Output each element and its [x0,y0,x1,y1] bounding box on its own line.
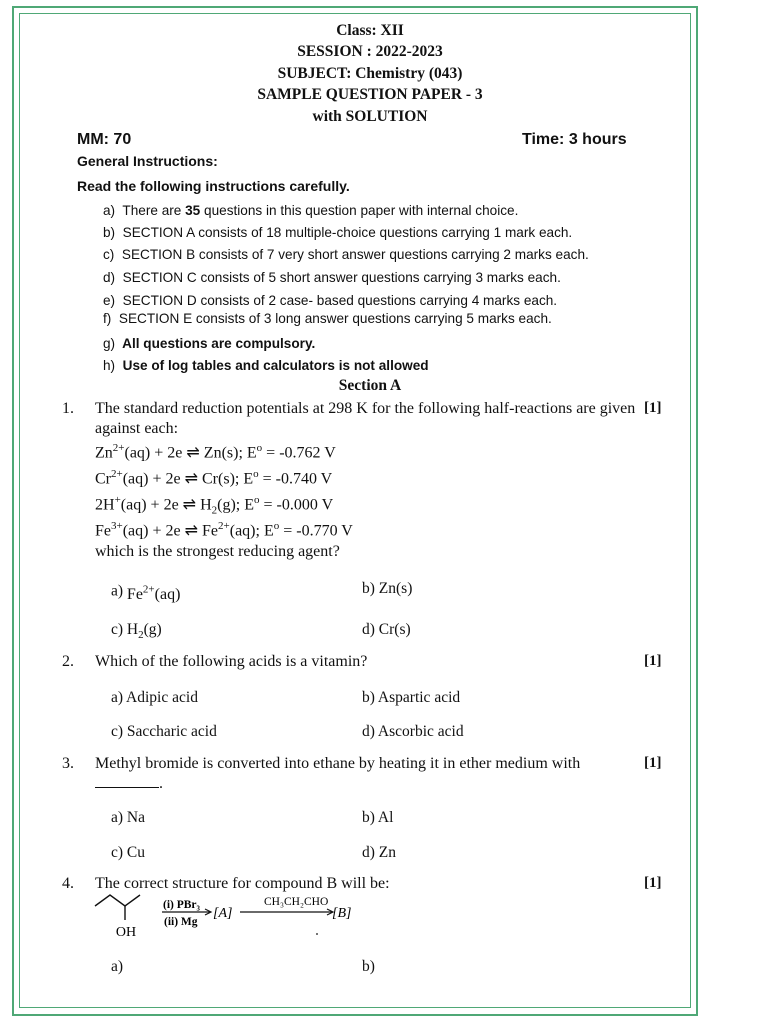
product-b: [B] [332,906,352,921]
half-reaction: $Fe^{3+}(aq) + 2e$ ⇌ $Fe^{2+}(aq)$; $E^o = -0.770$ V [95,520,353,540]
header-subject: SUBJECT: Chemistry (043) [277,65,463,82]
option-d[interactable]: d) Ascorbic acid [362,723,464,740]
option-c[interactable]: c) Saccharic acid [111,723,217,740]
reagent-top: (i) PBr₃ [163,899,200,911]
half-reaction: $Zn^{2+}(aq) + 2e$ ⇌ Zn(s); $E^o = -0.762$ V [95,442,336,462]
option-c[interactable]: c) $H_2(g)$ [111,621,162,642]
read-instructions: Read the following instructions carefully. [77,178,350,194]
oh-label: OH [115,925,137,940]
instruction-item: d) SECTION C consists of 5 short answer questions carrying 3 marks each. [103,270,561,285]
option-a[interactable]: a) $Fe^{2+}(aq)$ [111,582,181,604]
question-text: The standard reduction potentials at 298 K for the following half-reactions are given [95,400,636,417]
instruction-item: a) There are 35 questions in this question paper with internal choice. [103,203,519,218]
option-a[interactable]: a) Adipic acid [111,689,198,706]
option-b[interactable]: b) [362,958,375,975]
question-number: 4. [62,875,74,892]
question-number: 1. [62,400,74,417]
option-a[interactable]: a) Na [111,809,145,826]
instruction-item: g) All questions are compulsory. [103,336,316,351]
option-d[interactable]: d) Cr(s) [362,621,411,638]
question-text: Which of the following acids is a vitamin? [95,653,368,670]
header-class: Class: XII [336,22,404,39]
question-text: Methyl bromide is converted into ethane by heating it in ether medium with [95,755,581,772]
instruction-item: f) SECTION E consists of 3 long answer questions carrying 5 marks each. [103,311,552,326]
question-marks: [1] [644,875,662,891]
general-instructions-title: General Instructions: [77,153,218,169]
stray-dot [316,933,318,935]
question-marks: [1] [644,400,662,416]
option-b[interactable]: b) Zn(s) [362,580,413,597]
instruction-item: h) Use of log tables and calculators is not allowed [103,358,429,373]
reaction-scheme [92,892,362,940]
section-title: Section A [338,377,402,394]
max-marks: MM: 70 [77,131,132,148]
header-paper: SAMPLE QUESTION PAPER - 3 [257,86,483,103]
question-number: 3. [62,755,74,772]
alkyl-chain [95,895,140,906]
half-reaction: 2H+(aq) + 2e ⇌ $H_2(g)$; $E^o = -0.000$ V [95,494,334,517]
option-d[interactable]: d) Zn [362,844,397,861]
option-b[interactable]: b) Aspartic acid [362,689,461,706]
instruction-item: b) SECTION A consists of 18 multiple-choice questions carrying 1 mark each. [103,225,573,240]
header-with-solution: with SOLUTION [312,108,428,125]
option-c[interactable]: c) Cu [111,844,146,861]
question-text-continued: against each: [95,420,179,437]
intermediate-a: [A] [213,906,233,921]
header-session: SESSION : 2022-2023 [297,43,443,60]
option-a[interactable]: a) [111,958,124,975]
instruction-item: c) SECTION B consists of 7 very short answer questions carrying 2 marks each. [103,247,589,262]
time-allowed: Time: 3 hours [522,131,627,148]
option-b[interactable]: b) Al [362,809,394,826]
question-marks: [1] [644,755,662,771]
reagent-bottom: (ii) Mg [164,916,198,928]
reagent-propanal: CH₃CH₂CHO [264,896,329,908]
half-reaction: $Cr^{2+}(aq) + 2e$ ⇌ Cr(s); $E^o = -0.740$ V [95,468,333,488]
question-marks: [1] [644,653,662,669]
fill-in-blank: . [95,775,163,793]
question-number: 2. [62,653,74,670]
question-prompt: which is the strongest reducing agent? [95,543,340,560]
instruction-item: e) SECTION D consists of 2 case- based questions carrying 4 marks each. [103,293,558,308]
question-text: The correct structure for compound B will be: [95,875,390,892]
